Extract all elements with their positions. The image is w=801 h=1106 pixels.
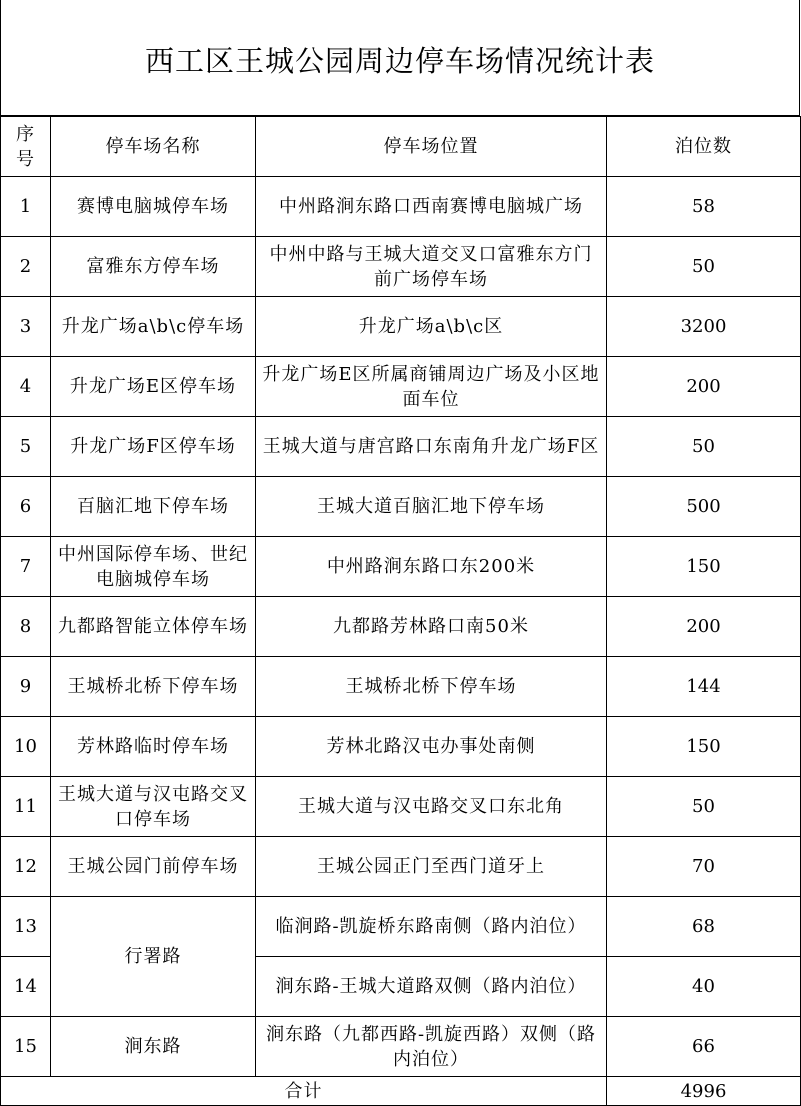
spaces-cell: 150	[607, 537, 801, 597]
spaces-cell: 40	[607, 957, 801, 1017]
total-label: 合计	[1, 1077, 607, 1106]
seq-cell: 1	[1, 177, 51, 237]
seq-cell: 15	[1, 1017, 51, 1077]
seq-cell: 8	[1, 597, 51, 657]
location-cell: 中州路涧东路口东200米	[256, 537, 607, 597]
seq-cell: 2	[1, 237, 51, 297]
spaces-cell: 150	[607, 717, 801, 777]
total-spaces: 4996	[607, 1077, 801, 1106]
location-cell: 王城桥北桥下停车场	[256, 657, 607, 717]
table-row	[1, 537, 801, 597]
location-cell: 王城公园正门至西门道牙上	[256, 837, 607, 897]
location-cell: 中州路涧东路口西南赛博电脑城广场	[256, 177, 607, 237]
header-spaces: 泊位数	[607, 117, 801, 177]
name-cell: 赛博电脑城停车场	[51, 177, 256, 237]
name-cell: 升龙广场E区停车场	[51, 357, 256, 417]
spaces-cell: 58	[607, 177, 801, 237]
seq-cell: 3	[1, 297, 51, 357]
name-cell: 王城大道与汉屯路交叉口停车场	[51, 777, 256, 837]
seq-cell: 5	[1, 417, 51, 477]
name-cell: 王城桥北桥下停车场	[51, 657, 256, 717]
spaces-cell: 66	[607, 1017, 801, 1077]
parking-table	[0, 116, 801, 1106]
seq-cell: 4	[1, 357, 51, 417]
location-cell: 涧东路-王城大道路双侧（路内泊位）	[256, 957, 607, 1017]
header-location: 停车场位置	[256, 117, 607, 177]
name-cell: 百脑汇地下停车场	[51, 477, 256, 537]
table-row	[1, 1017, 801, 1077]
seq-cell: 6	[1, 477, 51, 537]
spaces-cell: 68	[607, 897, 801, 957]
seq-cell: 11	[1, 777, 51, 837]
table-row	[1, 657, 801, 717]
location-cell: 升龙广场a\b\c区	[256, 297, 607, 357]
spaces-cell: 50	[607, 777, 801, 837]
seq-cell: 9	[1, 657, 51, 717]
spaces-cell: 200	[607, 357, 801, 417]
total-row	[1, 1077, 801, 1106]
seq-cell: 10	[1, 717, 51, 777]
location-cell: 中州中路与王城大道交叉口富雅东方门前广场停车场	[256, 237, 607, 297]
name-cell: 王城公园门前停车场	[51, 837, 256, 897]
spaces-cell: 50	[607, 417, 801, 477]
title-cell	[0, 0, 800, 116]
table-row	[1, 297, 801, 357]
table-row	[1, 477, 801, 537]
name-cell-merged: 行署路	[51, 897, 256, 1017]
spaces-cell: 500	[607, 477, 801, 537]
name-cell: 涧东路	[51, 1017, 256, 1077]
table-row	[1, 417, 801, 477]
table-row	[1, 897, 801, 957]
name-cell: 芳林路临时停车场	[51, 717, 256, 777]
table-row	[1, 177, 801, 237]
location-cell: 芳林北路汉屯办事处南侧	[256, 717, 607, 777]
spaces-cell: 50	[607, 237, 801, 297]
spaces-cell: 70	[607, 837, 801, 897]
name-cell: 升龙广场F区停车场	[51, 417, 256, 477]
name-cell: 富雅东方停车场	[51, 237, 256, 297]
location-cell: 临涧路-凯旋桥东路南侧（路内泊位）	[256, 897, 607, 957]
header-row	[1, 117, 801, 177]
name-cell: 升龙广场a\b\c停车场	[51, 297, 256, 357]
header-name: 停车场名称	[51, 117, 256, 177]
location-cell: 王城大道百脑汇地下停车场	[256, 477, 607, 537]
table-row	[1, 357, 801, 417]
seq-cell: 14	[1, 957, 51, 1017]
header-seq: 序号	[1, 117, 51, 177]
name-cell: 中州国际停车场、世纪电脑城停车场	[51, 537, 256, 597]
name-cell: 九都路智能立体停车场	[51, 597, 256, 657]
seq-cell: 12	[1, 837, 51, 897]
spaces-cell: 144	[607, 657, 801, 717]
table-row	[1, 717, 801, 777]
spaces-cell: 3200	[607, 297, 801, 357]
location-cell: 王城大道与唐宫路口东南角升龙广场F区	[256, 417, 607, 477]
location-cell: 王城大道与汉屯路交叉口东北角	[256, 777, 607, 837]
table-row	[1, 237, 801, 297]
page-title: 西工区王城公园周边停车场情况统计表	[144, 44, 655, 78]
spaces-cell: 200	[607, 597, 801, 657]
table-row	[1, 837, 801, 897]
table-row	[1, 597, 801, 657]
location-cell: 升龙广场E区所属商铺周边广场及小区地面车位	[256, 357, 607, 417]
location-cell: 涧东路（九都西路-凯旋西路）双侧（路内泊位）	[256, 1017, 607, 1077]
seq-cell: 7	[1, 537, 51, 597]
location-cell: 九都路芳林路口南50米	[256, 597, 607, 657]
table-row	[1, 777, 801, 837]
seq-cell: 13	[1, 897, 51, 957]
